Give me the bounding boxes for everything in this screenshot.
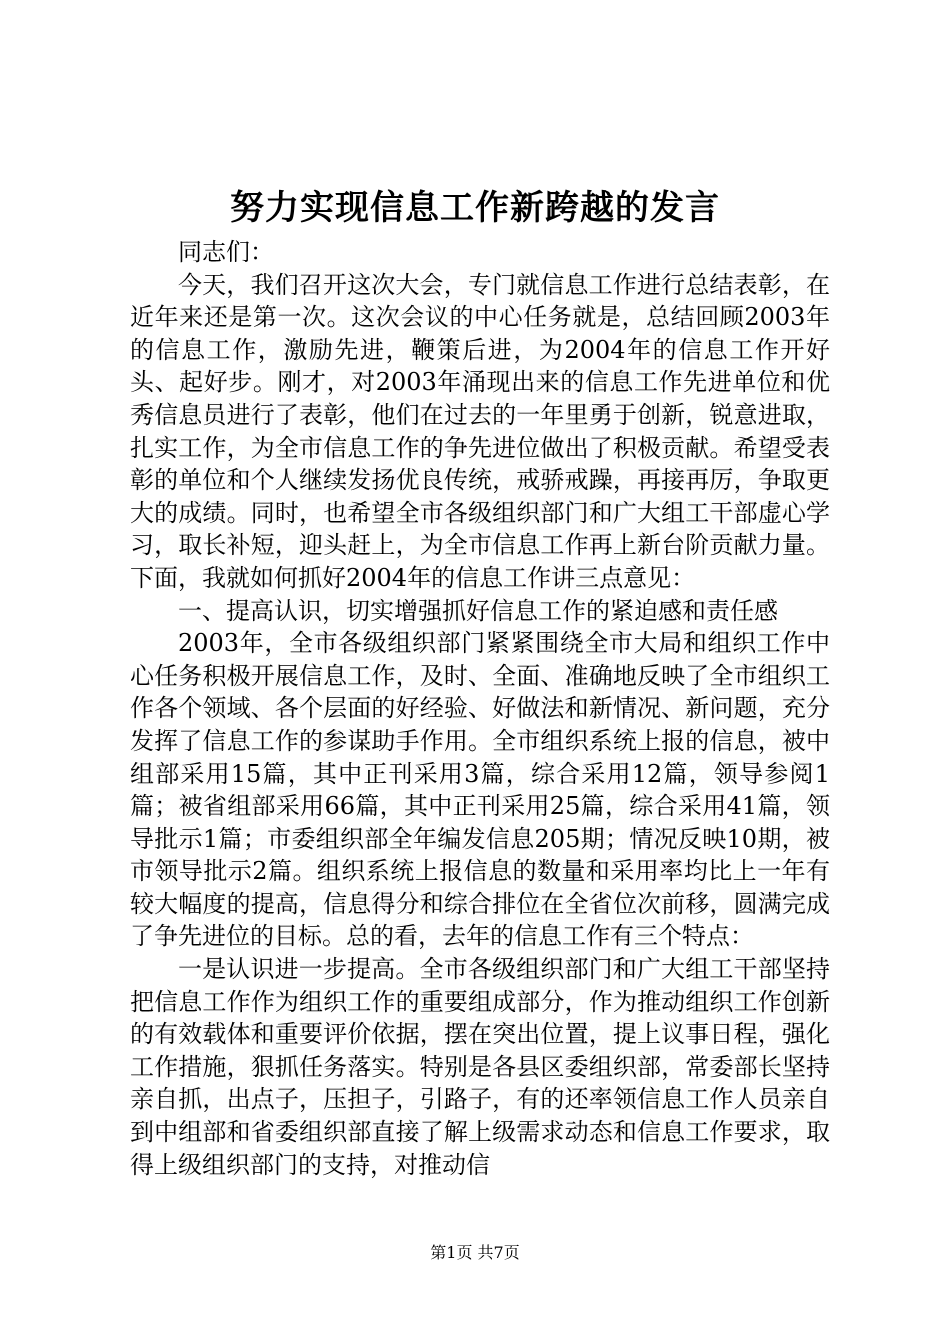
document-body	[130, 236, 830, 1181]
paragraph-2: 2003年，全市各级组织部门紧紧围绕全市大局和组织工作中心任务积极开展信息工作，及时、全面、准确地反映了全市组织工作各个领域、各个层面的好经验、好做法和新情况、新问题，充分发挥了信息工作的参谋助手作用。全市组织系统上报的信息，被中组部采用15篇，其中正刊采用3篇，综合采用12篇，领导参阅1篇；被省组部采用66篇，其中正刊采用25篇，综合采用41篇，领导批示1篇；市委组织部全年编发信息205期；情况反映10期，被市领导批示2篇。组织系统上报信息的数量和采用率均比上一年有较大幅度的提高，信息得分和综合排位在全省位次前移，圆满完成了争先进位的目标。总的看，去年的信息工作有三个特点：	[130, 629, 830, 951]
salutation: 同志们：	[178, 238, 274, 266]
paragraph-3: 一是认识进一步提高。全市各级组织部门和广大组工干部坚持把信息工作作为组织工作的重要组成部分，作为推动组织工作创新的有效载体和重要评价依据，摆在突出位置，提上议事日程，强化工作措施，狠抓任务落实。特别是各县区委组织部，常委部长坚持亲自抓，出点子，压担子，引路子，有的还率领信息工作人员亲自到中组部和省委组织部直接了解上级需求动态和信息工作要求，取得上级组织部门的支持，对推动信	[130, 955, 830, 1179]
section-heading-1: 一、提高认识，切实增强抓好信息工作的紧迫感和责任感	[178, 596, 778, 625]
document-title: 努力实现信息工作新跨越的发言	[230, 188, 720, 228]
page-number-footer: 第1页 共7页	[430, 1243, 520, 1262]
paragraph-1: 今天，我们召开这次大会，专门就信息工作进行总结表彰，在近年来还是第一次。这次会议的中心任务就是，总结回顾2003年的信息工作，激励先进，鞭策后进，为2004年的信息工作开好头、起好步。刚才，对2003年涌现出来的信息工作先进单位和优秀信息员进行了表彰，他们在过去的一年里勇于创新，锐意进取，扎实工作，为全市信息工作的争先进位做出了积极贡献。希望受表彰的单位和个人继续发扬优良传统，戒骄戒躁，再接再厉，争取更大的成绩。同时，也希望全市各级组织部门和广大组工干部虚心学习，取长补短，迎头赶上，为全市信息工作再上新台阶贡献力量。下面，我就如何抓好2004年的信息工作讲三点意见：	[130, 270, 830, 592]
